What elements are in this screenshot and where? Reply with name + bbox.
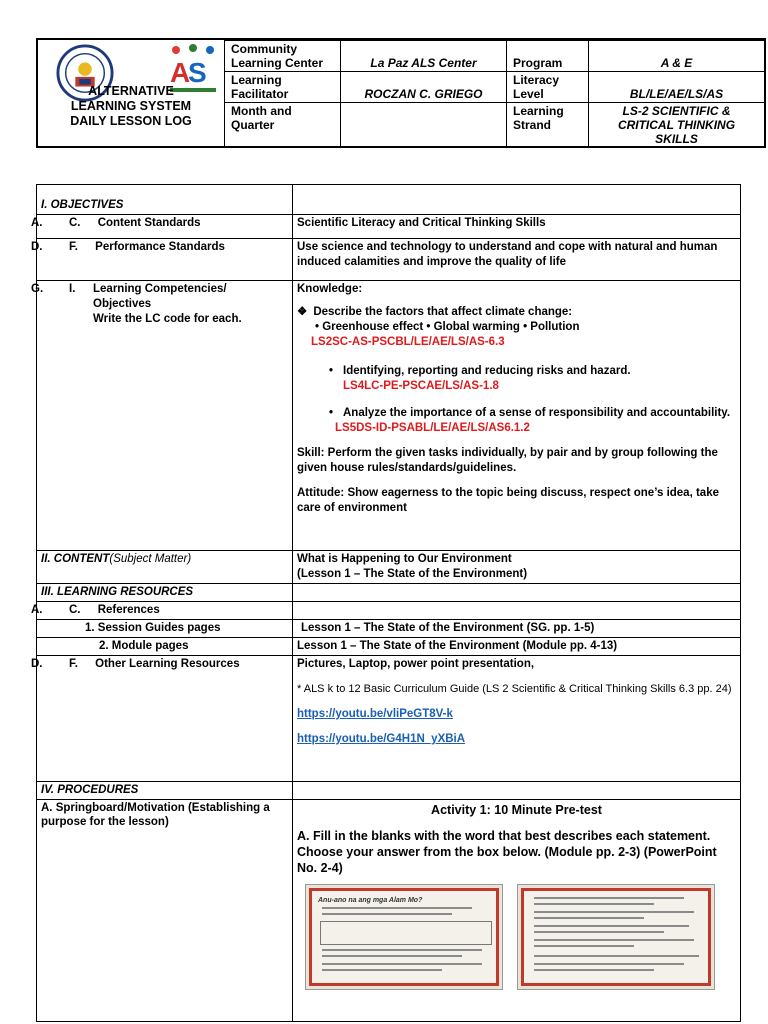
slide-frame bbox=[521, 888, 711, 986]
text-line bbox=[534, 917, 644, 919]
references-letter: A. bbox=[31, 604, 43, 616]
curriculum-guide-ref: * ALS k to 12 Basic Curriculum Guide (LS 2 Scientific & Critical Thinking Skills 6.3 pp. 24) bbox=[297, 683, 732, 695]
word-box bbox=[320, 921, 492, 945]
content-standards-label: Content Standards bbox=[97, 217, 201, 229]
log-title bbox=[38, 84, 224, 129]
svg-text:A: A bbox=[170, 57, 191, 88]
objectives-heading: I. OBJECTIVES bbox=[37, 185, 293, 215]
other-resources-value: Pictures, Laptop, power point presentation, bbox=[297, 658, 535, 670]
content-value-1: What is Happening to Our Environment bbox=[297, 553, 512, 565]
text-line bbox=[534, 903, 654, 905]
content-standards-value: Scientific Literacy and Critical Thinking Skills bbox=[293, 215, 741, 239]
competencies-label: Learning Competencies/ Objectives bbox=[93, 283, 227, 310]
text-line bbox=[534, 963, 684, 965]
content-standards-label-cell bbox=[31, 215, 293, 239]
slide-frame bbox=[309, 888, 499, 986]
diamond-bullet-icon: ❖ bbox=[297, 306, 308, 318]
content-value-2: (Lesson 1 – The State of the Environment) bbox=[297, 568, 528, 580]
month-quarter-label: Month and Quarter bbox=[225, 103, 341, 148]
svg-text:S: S bbox=[188, 57, 207, 88]
text-line bbox=[534, 897, 684, 899]
facilitator-value: ROCZAN C. GRIEGO bbox=[341, 72, 507, 103]
activity-instructions: A. Fill in the blanks with the word that best describes each statement. Choose your answer from the box below. (Module pp. 2-3) (PowerPoint No. 2-4) bbox=[297, 829, 717, 875]
month-quarter-value bbox=[341, 103, 507, 148]
knowledge-label: Knowledge: bbox=[297, 283, 363, 295]
pretest-slide-image-2 bbox=[517, 884, 715, 990]
log-title-line2: LEARNING SYSTEM bbox=[70, 99, 192, 113]
content-heading: II. CONTENT bbox=[41, 553, 110, 565]
attitude-label: Attitude: bbox=[297, 487, 345, 499]
attitude-value: Show eagerness to the topic being discuss, respect one’s idea, take care of environment bbox=[297, 487, 719, 514]
text-line bbox=[322, 913, 452, 915]
module-pages-label: 2. Module pages bbox=[37, 638, 293, 656]
bullet-icon: • bbox=[329, 407, 334, 419]
program-value: A & E bbox=[589, 41, 765, 72]
text-line bbox=[322, 907, 472, 909]
competencies-note: Write the LC code for each. bbox=[93, 313, 242, 325]
youtube-link-2[interactable]: https://youtu.be/G4H1N_yXBiA bbox=[297, 733, 466, 745]
describe-factors-text: Describe the factors that affect climate change: bbox=[313, 306, 573, 318]
factors-list: • Greenhouse effect • Global warming • Pollution bbox=[315, 321, 580, 333]
springboard-value-cell bbox=[293, 800, 741, 1022]
content-standards-letter: A. bbox=[31, 217, 43, 229]
lesson-log-header bbox=[36, 38, 766, 148]
competency-item-2 bbox=[297, 364, 736, 379]
procedures-heading-blank bbox=[293, 782, 741, 800]
performance-standards-label: Performance Standards bbox=[95, 241, 225, 253]
other-resources-label: Other Learning Resources bbox=[95, 658, 240, 670]
text-line bbox=[322, 963, 482, 965]
springboard-label: A. Springboard/Motivation (Establishing a purpose for the lesson) bbox=[37, 800, 293, 1022]
learning-strand-label: Learning Strand bbox=[507, 103, 589, 148]
text-line bbox=[534, 931, 664, 933]
other-resources-label-cell bbox=[31, 656, 293, 782]
pretest-thumbnails bbox=[297, 884, 736, 990]
header-info-grid bbox=[224, 40, 764, 146]
clc-value: La Paz ALS Center bbox=[341, 41, 507, 72]
performance-standards-value: Use science and technology to understand and cope with natural and human induced calamities and improve the quality of life bbox=[293, 239, 741, 281]
other-resources-sub: F. bbox=[69, 658, 78, 670]
competency-item-3-text: Analyze the importance of a sense of responsibility and accountability. bbox=[343, 407, 731, 419]
lc-code-3: LS5DS-ID-PSABL/LE/AE/LS/AS6.1.2 bbox=[335, 422, 530, 434]
text-line bbox=[534, 955, 699, 957]
pretest-slide-image-1 bbox=[305, 884, 503, 990]
competency-item-2-text: Identifying, reporting and reducing risks and hazard. bbox=[343, 365, 631, 377]
activity-title: Activity 1: 10 Minute Pre-test bbox=[431, 803, 602, 817]
facilitator-label: Learning Facilitator bbox=[225, 72, 341, 103]
text-line bbox=[534, 911, 694, 913]
learning-strand-value: LS-2 SCIENTIFIC & CRITICAL THINKING SKILLS bbox=[589, 103, 765, 148]
performance-standards-letter: D. bbox=[31, 241, 43, 253]
lc-code-1: LS2SC-AS-PSCBL/LE/AE/LS/AS-6.3 bbox=[311, 336, 505, 348]
competency-item-3 bbox=[297, 406, 736, 421]
text-line bbox=[534, 925, 689, 927]
references-blank bbox=[293, 602, 741, 620]
content-heading-sub: (Subject Matter) bbox=[109, 553, 192, 565]
references-label: References bbox=[97, 604, 160, 616]
session-guides-label: 1. Session Guides pages bbox=[37, 620, 293, 638]
text-line bbox=[534, 969, 654, 971]
header-logo-area bbox=[38, 40, 224, 146]
text-line bbox=[322, 969, 442, 971]
content-standards-sub: C. bbox=[69, 217, 81, 229]
log-title-line3: DAILY LESSON LOG bbox=[70, 114, 192, 128]
other-resources-value-cell bbox=[293, 656, 741, 782]
competencies-sub: I. bbox=[69, 283, 76, 295]
objectives-heading-blank bbox=[293, 185, 741, 215]
literacy-level-value: BL/LE/AE/LS/AS bbox=[589, 72, 765, 103]
describe-factors bbox=[297, 305, 736, 320]
youtube-link-1[interactable]: https://youtu.be/vliPeGT8V-k bbox=[297, 708, 453, 720]
skill-text: Skill: Perform the given tasks individually, by pair and by group following the given house rules/standards/guidelines. bbox=[297, 447, 718, 474]
resources-heading: III. LEARNING RESOURCES bbox=[37, 584, 293, 602]
text-line bbox=[534, 945, 634, 947]
log-title-line1: ALTERNATIVE bbox=[88, 84, 174, 98]
references-sub: C. bbox=[69, 604, 81, 616]
content-value-cell bbox=[293, 551, 741, 584]
other-resources-letter: D. bbox=[31, 658, 43, 670]
performance-standards-label-cell bbox=[31, 239, 293, 281]
session-guides-value: Lesson 1 – The State of the Environment (SG. pp. 1-5) bbox=[293, 620, 741, 638]
literacy-level-label: Literacy Level bbox=[507, 72, 589, 103]
program-label: Program bbox=[507, 41, 589, 72]
attitude-text bbox=[297, 486, 736, 516]
slide-title: Anu-ano na ang mga Alam Mo? bbox=[318, 897, 423, 904]
performance-standards-sub: F. bbox=[69, 241, 78, 253]
content-heading-cell bbox=[37, 551, 293, 584]
clc-label: Community Learning Center bbox=[225, 41, 341, 72]
module-pages-value: Lesson 1 – The State of the Environment (Module pp. 4-13) bbox=[293, 638, 741, 656]
text-line bbox=[534, 939, 694, 941]
competencies-value-cell bbox=[293, 281, 741, 551]
competencies-letter: G. bbox=[31, 283, 44, 295]
text-line bbox=[322, 955, 462, 957]
procedures-heading: IV. PROCEDURES bbox=[37, 782, 293, 800]
text-line bbox=[322, 949, 482, 951]
competencies-label-cell bbox=[31, 281, 293, 551]
references-label-cell bbox=[31, 602, 293, 620]
resources-heading-blank bbox=[293, 584, 741, 602]
lesson-plan-table bbox=[31, 184, 740, 1022]
bullet-icon: • bbox=[329, 365, 334, 377]
lc-code-2: LS4LC-PE-PSCAE/LS/AS-1.8 bbox=[343, 380, 499, 392]
